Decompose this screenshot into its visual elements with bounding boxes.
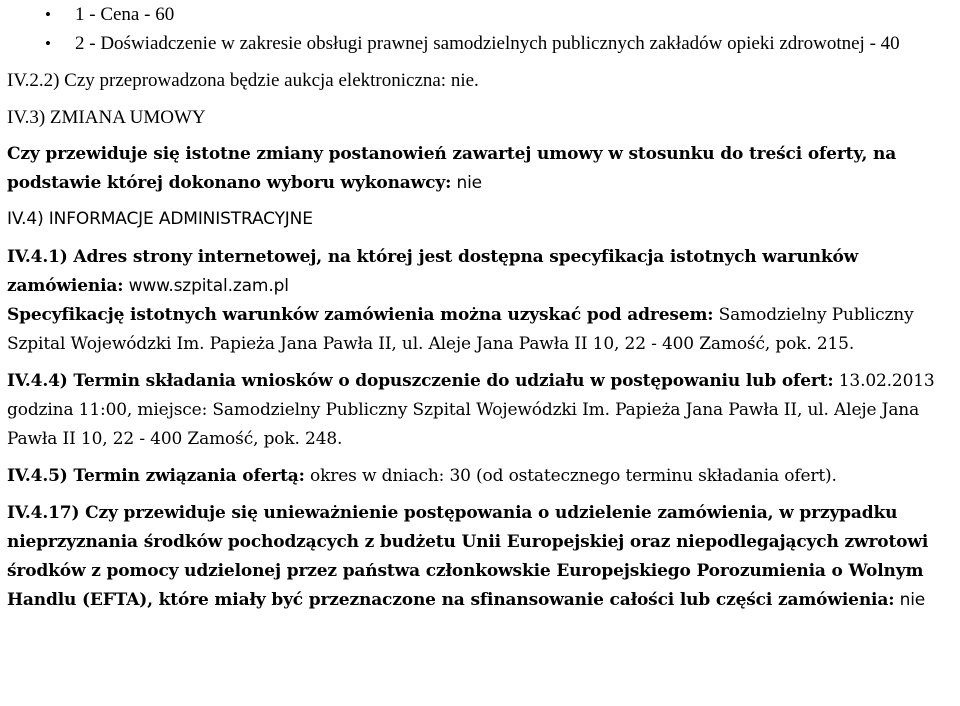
criteria-list <box>7 0 953 58</box>
binding-paragraph <box>7 462 953 491</box>
bullet-icon: • <box>45 5 51 24</box>
criteria-text: 2 - Doświadczenie w zakresie obsługi prawnej samodzielnych publicznych zakładów opieki zdrowotnej - 40 <box>75 33 900 54</box>
change-question-label: Czy przewiduje się istotne zmiany postanowień zawartej umowy w stosunku do treści oferty, na podstawie której dokonano wyboru wykonawcy: <box>7 144 897 193</box>
website-paragraph <box>7 243 953 301</box>
deadline-value: 13.02.2013 godzina 11:00, miejsce: Samodzielny Publiczny Szpital Wojewódzki Im. Papieża Jana Pawła II, ul. Aleje Jana Pawła II 10, 22 - 400 Zamość, pok. 248. <box>7 371 935 449</box>
cancel-label: IV.4.17) Czy przewiduje się unieważnienie postępowania o udzielenie zamówienia, w przypadku nieprzyznania środków pochodzących z budżetu Unii Europejskiej oraz niepodlegających zwrotowi środków z pomocy udzielonej przez państwa członkowskie Europejskiego Porozumienia o Wolnym Handlu (EFTA), które miały być przeznaczone na sfinansowanie całości lub części zamówienia: <box>7 503 929 610</box>
spec-value: Samodzielny Publiczny Szpital Wojewódzki Im. Papieża Jana Pawła II, ul. Aleje Jana Pawła II 10, 22 - 400 Zamość, pok. 215. <box>7 305 914 354</box>
website-label: IV.4.1) Adres strony internetowej, na której jest dostępna specyfikacja istotnych warunków zamówienia: <box>7 247 859 296</box>
binding-value: okres w dniach: 30 (od ostatecznego terminu składania ofert). <box>304 466 837 486</box>
change-question <box>7 140 953 198</box>
deadline-label: IV.4.4) Termin składania wniosków o dopuszczenie do udziału w postępowaniu lub ofert: <box>7 371 834 391</box>
document-page <box>7 0 953 615</box>
criteria-item <box>7 0 953 29</box>
spec-label: Specyfikację istotnych warunków zamówienia można uzyskać pod adresem: <box>7 305 714 325</box>
auction-line <box>7 66 953 95</box>
change-answer: nie <box>451 173 482 193</box>
website-value: www.szpital.zam.pl <box>123 276 289 296</box>
criteria-item <box>7 29 953 58</box>
cancel-paragraph <box>7 499 953 615</box>
auction-value: nie. <box>446 70 479 91</box>
spec-paragraph <box>7 301 953 359</box>
auction-label: IV.2.2) Czy przeprowadzona będzie aukcja elektroniczna: <box>7 70 447 91</box>
bullet-icon: • <box>45 34 51 53</box>
deadline-paragraph <box>7 367 953 454</box>
admin-heading: IV.4) INFORMACJE ADMINISTRACYJNE <box>7 209 313 229</box>
binding-label: IV.4.5) Termin związania ofertą: <box>7 466 305 486</box>
change-heading: IV.3) ZMIANA UMOWY <box>7 107 206 128</box>
cancel-value: nie <box>894 590 926 610</box>
criteria-text: 1 - Cena - 60 <box>75 4 175 25</box>
